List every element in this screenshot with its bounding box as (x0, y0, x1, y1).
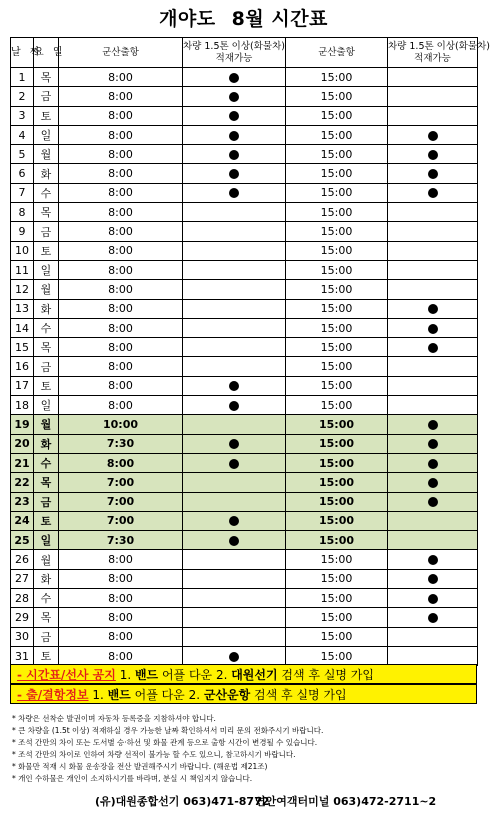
departure-2-cell: 15:00 (286, 396, 388, 415)
departure-1-cell: 8:00 (59, 608, 183, 627)
vehicle-available-dot-icon (428, 594, 438, 604)
departure-1-cell: 8:00 (59, 646, 183, 665)
vehicle-available-dot-icon (229, 131, 239, 141)
vehicle-available-dot-icon (428, 304, 438, 314)
departure-2-cell: 15:00 (286, 280, 388, 299)
departure-2-cell: 15:00 (286, 145, 388, 164)
table-row (11, 376, 478, 395)
header-vehicle-2-line2: 적재가능 (414, 52, 451, 64)
vehicle-1-cell (183, 473, 286, 492)
weekday-cell: 수 (34, 183, 59, 202)
notice-schedule-text-1: 1. (115, 668, 135, 682)
day-cell: 14 (11, 318, 34, 337)
departure-2-cell: 15:00 (286, 608, 388, 627)
departure-2-cell: 15:00 (286, 299, 388, 318)
weekday-cell: 월 (34, 280, 59, 299)
vehicle-1-cell (183, 589, 286, 608)
header-departure-1: 군산출항 (59, 38, 183, 68)
table-row (11, 453, 478, 472)
schedule-rows (11, 68, 478, 666)
vehicle-available-dot-icon (428, 150, 438, 160)
vehicle-available-dot-icon (428, 420, 438, 430)
day-cell: 24 (11, 511, 34, 530)
day-cell: 25 (11, 531, 34, 550)
vehicle-1-cell (183, 125, 286, 144)
day-cell: 20 (11, 434, 34, 453)
departure-2-cell: 15:00 (286, 627, 388, 646)
vehicle-1-cell (183, 68, 286, 87)
header-vehicle-1-line2: 적재가능 (215, 52, 253, 64)
departure-1-cell: 8:00 (59, 106, 183, 125)
vehicle-1-cell (183, 145, 286, 164)
weekday-cell: 금 (34, 87, 59, 106)
table-row (11, 145, 478, 164)
day-cell: 28 (11, 589, 34, 608)
note-item: * 큰 차량을 (1.5t 이상) 적재하실 경우 가능한 날짜 확인하셔서 미리 문의 전화주시기 바랍니다. (12, 726, 324, 736)
day-cell: 13 (11, 299, 34, 318)
departure-1-cell: 8:00 (59, 183, 183, 202)
vehicle-1-cell (183, 531, 286, 550)
weekday-cell: 토 (34, 646, 59, 665)
departure-1-cell: 7:00 (59, 492, 183, 511)
notice-operation-text-2: 어플 다운 2. (130, 688, 204, 702)
day-cell: 10 (11, 241, 34, 260)
departure-2-cell: 15:00 (286, 338, 388, 357)
vehicle-1-cell (183, 241, 286, 260)
departure-2-cell: 15:00 (286, 453, 388, 472)
vehicle-available-dot-icon (229, 188, 239, 198)
table-row (11, 183, 478, 202)
vehicle-2-cell (388, 531, 478, 550)
day-cell: 17 (11, 376, 34, 395)
table-row (11, 473, 478, 492)
day-cell: 5 (11, 145, 34, 164)
notice-operation (10, 684, 477, 704)
weekday-cell: 월 (34, 550, 59, 569)
table-row (11, 203, 478, 222)
vehicle-available-dot-icon (229, 536, 239, 546)
vehicle-available-dot-icon (229, 111, 239, 121)
vehicle-available-dot-icon (229, 401, 239, 411)
notice-operation-text-1: 1. (88, 688, 108, 702)
departure-1-cell: 8:00 (59, 260, 183, 279)
table-row (11, 550, 478, 569)
vehicle-2-cell (388, 453, 478, 472)
departure-2-cell: 15:00 (286, 511, 388, 530)
departure-1-cell: 8:00 (59, 68, 183, 87)
day-cell: 6 (11, 164, 34, 183)
table-row (11, 164, 478, 183)
day-cell: 2 (11, 87, 34, 106)
vehicle-available-dot-icon (428, 574, 438, 584)
departure-1-cell: 8:00 (59, 589, 183, 608)
note-item: * 화물만 적재 시 화물 운송장을 전산 발권해주시기 바랍니다. (해운법 제21조) (12, 762, 268, 772)
departure-2-cell: 15:00 (286, 222, 388, 241)
weekday-cell: 토 (34, 241, 59, 260)
departure-2-cell: 15:00 (286, 473, 388, 492)
weekday-cell: 토 (34, 106, 59, 125)
table-row (11, 260, 478, 279)
vehicle-1-cell (183, 87, 286, 106)
departure-1-cell: 8:00 (59, 453, 183, 472)
table-row (11, 589, 478, 608)
vehicle-available-dot-icon (229, 459, 239, 469)
day-cell: 16 (11, 357, 34, 376)
title-label: 시간표 (271, 8, 328, 30)
vehicle-1-cell (183, 318, 286, 337)
vehicle-2-cell (388, 589, 478, 608)
vehicle-2-cell (388, 299, 478, 318)
table-row (11, 68, 478, 87)
vehicle-1-cell (183, 164, 286, 183)
weekday-cell: 일 (34, 260, 59, 279)
vehicle-available-dot-icon (229, 150, 239, 160)
vehicle-1-cell (183, 222, 286, 241)
vehicle-available-dot-icon (428, 343, 438, 353)
vehicle-2-cell (388, 222, 478, 241)
vehicle-2-cell (388, 241, 478, 260)
vehicle-available-dot-icon (428, 188, 438, 198)
weekday-cell: 목 (34, 68, 59, 87)
vehicle-2-cell (388, 511, 478, 530)
day-cell: 23 (11, 492, 34, 511)
notice-operation-band: 군산운항 (203, 688, 251, 702)
day-cell: 11 (11, 260, 34, 279)
header-departure-2: 군산출항 (286, 38, 388, 68)
departure-2-cell: 15:00 (286, 125, 388, 144)
weekday-cell: 금 (34, 222, 59, 241)
vehicle-2-cell (388, 106, 478, 125)
vehicle-available-dot-icon (428, 613, 438, 623)
day-cell: 19 (11, 415, 34, 434)
departure-2-cell: 15:00 (286, 531, 388, 550)
page-title (0, 4, 487, 31)
table-row (11, 396, 478, 415)
footer-terminal-phone: 연안여객터미널 063)472-2711~2 (255, 795, 437, 808)
day-cell: 18 (11, 396, 34, 415)
vehicle-2-cell (388, 492, 478, 511)
weekday-cell: 수 (34, 453, 59, 472)
vehicle-2-cell (388, 396, 478, 415)
weekday-cell: 목 (34, 203, 59, 222)
table-row (11, 415, 478, 434)
table-row (11, 531, 478, 550)
day-cell: 1 (11, 68, 34, 87)
table-row (11, 357, 478, 376)
vehicle-1-cell (183, 396, 286, 415)
table-row (11, 125, 478, 144)
vehicle-1-cell (183, 569, 286, 588)
weekday-cell: 금 (34, 492, 59, 511)
note-item: * 차량은 선착순 발권이며 자동차 등록증을 지참하셔야 합니다. (12, 714, 216, 723)
vehicle-1-cell (183, 608, 286, 627)
vehicle-2-cell (388, 550, 478, 569)
day-cell: 26 (11, 550, 34, 569)
table-row (11, 299, 478, 318)
notice-operation-label: - 출/결항정보 (17, 688, 89, 702)
departure-1-cell: 7:00 (59, 511, 183, 530)
table-row (11, 608, 478, 627)
day-cell: 29 (11, 608, 34, 627)
departure-1-cell: 8:00 (59, 241, 183, 260)
vehicle-2-cell (388, 145, 478, 164)
header-vehicle-1-line1: 차량 1.5톤 이상(화물차) (183, 40, 285, 52)
table-row (11, 434, 478, 453)
table-row (11, 241, 478, 260)
day-cell: 8 (11, 203, 34, 222)
departure-2-cell: 15:00 (286, 106, 388, 125)
vehicle-available-dot-icon (428, 478, 438, 488)
departure-1-cell: 10:00 (59, 415, 183, 434)
vehicle-2-cell (388, 260, 478, 279)
weekday-cell: 토 (34, 511, 59, 530)
notice-schedule-text-2: 어플 다운 2. (158, 668, 232, 682)
day-cell: 22 (11, 473, 34, 492)
departure-1-cell: 8:00 (59, 125, 183, 144)
table-row (11, 280, 478, 299)
vehicle-1-cell (183, 550, 286, 569)
departure-1-cell: 8:00 (59, 550, 183, 569)
departure-1-cell: 7:00 (59, 473, 183, 492)
departure-2-cell: 15:00 (286, 550, 388, 569)
notice-schedule (10, 664, 477, 684)
weekday-cell: 일 (34, 531, 59, 550)
vehicle-2-cell (388, 183, 478, 202)
header-dow: 요 일 (34, 38, 59, 68)
vehicle-2-cell (388, 627, 478, 646)
vehicle-available-dot-icon (428, 324, 438, 334)
table-row (11, 222, 478, 241)
vehicle-available-dot-icon (229, 652, 239, 662)
weekday-cell: 일 (34, 396, 59, 415)
vehicle-available-dot-icon (229, 516, 239, 526)
departure-2-cell: 15:00 (286, 241, 388, 260)
vehicle-2-cell (388, 318, 478, 337)
vehicle-1-cell (183, 492, 286, 511)
weekday-cell: 목 (34, 473, 59, 492)
vehicle-2-cell (388, 646, 478, 665)
vehicle-available-dot-icon (229, 169, 239, 179)
day-cell: 21 (11, 453, 34, 472)
departure-2-cell: 15:00 (286, 183, 388, 202)
departure-1-cell: 8:00 (59, 338, 183, 357)
day-cell: 9 (11, 222, 34, 241)
vehicle-2-cell (388, 164, 478, 183)
departure-1-cell: 8:00 (59, 280, 183, 299)
day-cell: 27 (11, 569, 34, 588)
table-row (11, 646, 478, 665)
note-item: * 조석 간만의 차이 또는 도서별 승·하선 및 화물 관계 등으로 출항 시간이 변경될 수 있습니다. (12, 738, 318, 748)
vehicle-1-cell (183, 434, 286, 453)
vehicle-available-dot-icon (428, 439, 438, 449)
vehicle-1-cell (183, 627, 286, 646)
weekday-cell: 목 (34, 608, 59, 627)
notice-schedule-app: 밴드 (134, 668, 159, 682)
departure-1-cell: 8:00 (59, 164, 183, 183)
title-island: 개야도 (159, 8, 216, 30)
vehicle-available-dot-icon (229, 439, 239, 449)
departure-1-cell: 8:00 (59, 87, 183, 106)
vehicle-1-cell (183, 106, 286, 125)
vehicle-1-cell (183, 338, 286, 357)
departure-1-cell: 8:00 (59, 396, 183, 415)
weekday-cell: 수 (34, 589, 59, 608)
departure-1-cell: 8:00 (59, 627, 183, 646)
departure-1-cell: 8:00 (59, 569, 183, 588)
departure-2-cell: 15:00 (286, 569, 388, 588)
departure-2-cell: 15:00 (286, 68, 388, 87)
vehicle-available-dot-icon (428, 497, 438, 507)
departure-1-cell: 8:00 (59, 203, 183, 222)
vehicle-available-dot-icon (428, 459, 438, 469)
vehicle-1-cell (183, 453, 286, 472)
table-row (11, 492, 478, 511)
departure-1-cell: 7:30 (59, 434, 183, 453)
vehicle-1-cell (183, 646, 286, 665)
vehicle-2-cell (388, 473, 478, 492)
vehicle-2-cell (388, 125, 478, 144)
departure-1-cell: 8:00 (59, 299, 183, 318)
vehicle-2-cell (388, 203, 478, 222)
weekday-cell: 월 (34, 415, 59, 434)
vehicle-available-dot-icon (229, 381, 239, 391)
weekday-cell: 화 (34, 569, 59, 588)
header-vehicle-1 (183, 38, 286, 68)
vehicle-2-cell (388, 434, 478, 453)
day-cell: 31 (11, 646, 34, 665)
weekday-cell: 일 (34, 125, 59, 144)
vehicle-2-cell (388, 280, 478, 299)
weekday-cell: 화 (34, 299, 59, 318)
table-row (11, 87, 478, 106)
departure-2-cell: 15:00 (286, 203, 388, 222)
table-row (11, 318, 478, 337)
notice-schedule-text-3: 검색 후 실명 가입 (277, 668, 374, 682)
vehicle-2-cell (388, 608, 478, 627)
table-row (11, 106, 478, 125)
vehicle-2-cell (388, 87, 478, 106)
notice-schedule-band: 대원선기 (231, 668, 278, 682)
vehicle-1-cell (183, 260, 286, 279)
vehicle-2-cell (388, 415, 478, 434)
vehicle-available-dot-icon (229, 73, 239, 83)
table-row (11, 338, 478, 357)
day-cell: 12 (11, 280, 34, 299)
weekday-cell: 금 (34, 357, 59, 376)
notice-operation-app: 밴드 (107, 688, 131, 702)
departure-2-cell: 15:00 (286, 646, 388, 665)
weekday-cell: 금 (34, 627, 59, 646)
vehicle-available-dot-icon (428, 131, 438, 141)
weekday-cell: 수 (34, 318, 59, 337)
vehicle-2-cell (388, 68, 478, 87)
vehicle-1-cell (183, 299, 286, 318)
header-vehicle-2 (388, 38, 490, 68)
departure-2-cell: 15:00 (286, 357, 388, 376)
header-day: 날 짜 (11, 38, 34, 68)
weekday-cell: 화 (34, 434, 59, 453)
table-row (11, 511, 478, 530)
vehicle-2-cell (388, 338, 478, 357)
departure-1-cell: 8:00 (59, 222, 183, 241)
table-header-row (11, 38, 478, 68)
vehicle-2-cell (388, 376, 478, 395)
departure-1-cell: 8:00 (59, 318, 183, 337)
table-row (11, 569, 478, 588)
weekday-cell: 월 (34, 145, 59, 164)
table-row (11, 627, 478, 646)
vehicle-1-cell (183, 183, 286, 202)
vehicle-available-dot-icon (428, 169, 438, 179)
notes-list (12, 713, 477, 786)
vehicle-2-cell (388, 569, 478, 588)
departure-1-cell: 8:00 (59, 145, 183, 164)
departure-2-cell: 15:00 (286, 260, 388, 279)
departure-1-cell: 8:00 (59, 357, 183, 376)
schedule-table (10, 37, 490, 666)
weekday-cell: 화 (34, 164, 59, 183)
weekday-cell: 목 (34, 338, 59, 357)
title-month: 8월 (231, 8, 265, 30)
day-cell: 30 (11, 627, 34, 646)
note-item: * 조석 간만의 차이로 인하여 차량 선적이 불가능 할 수도 있으니, 참고하시기 바랍니다. (12, 750, 296, 760)
departure-1-cell: 7:30 (59, 531, 183, 550)
departure-2-cell: 15:00 (286, 376, 388, 395)
departure-2-cell: 15:00 (286, 415, 388, 434)
vehicle-1-cell (183, 280, 286, 299)
day-cell: 4 (11, 125, 34, 144)
day-cell: 7 (11, 183, 34, 202)
vehicle-1-cell (183, 376, 286, 395)
vehicle-1-cell (183, 203, 286, 222)
departure-2-cell: 15:00 (286, 434, 388, 453)
departure-2-cell: 15:00 (286, 492, 388, 511)
departure-2-cell: 15:00 (286, 164, 388, 183)
footer-company-phone: (유)대원종합선기 063)471-8772 (95, 795, 270, 808)
departure-1-cell: 8:00 (59, 376, 183, 395)
departure-2-cell: 15:00 (286, 318, 388, 337)
departure-2-cell: 15:00 (286, 87, 388, 106)
vehicle-available-dot-icon (428, 555, 438, 565)
notice-operation-text-3: 검색 후 실명 가입 (250, 688, 347, 702)
vehicle-1-cell (183, 511, 286, 530)
day-cell: 15 (11, 338, 34, 357)
vehicle-1-cell (183, 357, 286, 376)
vehicle-2-cell (388, 357, 478, 376)
vehicle-1-cell (183, 415, 286, 434)
notice-schedule-label: - 시간표/선사 공지 (17, 668, 116, 682)
note-item: * 개인 수하물은 개인이 소지하시기를 바라며, 분실 시 책임지지 않습니다. (12, 774, 253, 784)
departure-2-cell: 15:00 (286, 589, 388, 608)
header-vehicle-2-line1: 차량 1.5톤 이상(화물차) (388, 40, 490, 52)
vehicle-available-dot-icon (229, 92, 239, 102)
weekday-cell: 토 (34, 376, 59, 395)
day-cell: 3 (11, 106, 34, 125)
